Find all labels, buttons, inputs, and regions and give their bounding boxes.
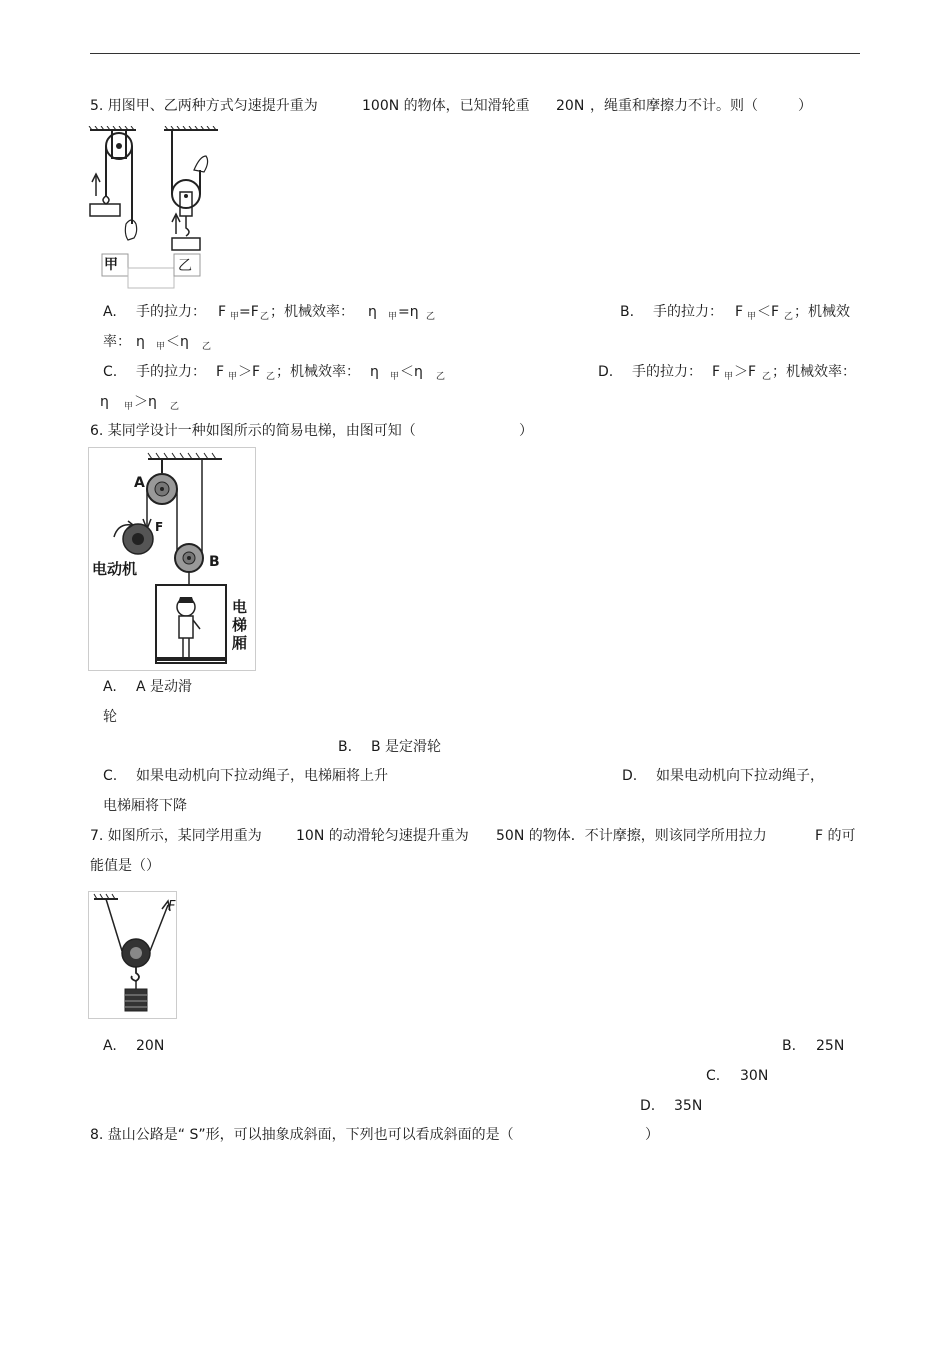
q5-option-b-sub4: 乙 [202, 342, 212, 352]
q5-option-d-eff: ；机械效率： [772, 364, 856, 380]
header-rule [90, 53, 860, 54]
q5-option-d-letter: D. [598, 364, 614, 380]
q6-option-d-letter: D. [622, 768, 638, 784]
q5-option-b-lt2: ＜η [166, 334, 189, 350]
q6-option-a-text: A 是动滑 [136, 679, 193, 695]
q5-stem-part5: ） [798, 98, 812, 114]
q7-option-d-letter: D. [640, 1098, 656, 1114]
q6-fig-label-F: F [155, 520, 164, 534]
q5-option-c-sub2: 乙 [266, 372, 276, 382]
q5-option-c-eff: ；机械效率： [276, 364, 360, 380]
q5-option-d-sub2: 乙 [762, 372, 772, 382]
q5-option-c-letter: C. [103, 364, 118, 380]
q7-option-d-text: 35N [674, 1098, 703, 1114]
q5-option-d-gt2: ＞η [134, 394, 157, 410]
q7-stem-part5: 能值是（） [90, 858, 160, 874]
q5-option-c-text: 手的拉力： [136, 364, 206, 380]
q6-option-b-text: B 是定滑轮 [371, 739, 442, 755]
q6-option-a-text-cont: 轮 [103, 709, 117, 725]
q7-pulley-figure [88, 891, 178, 1019]
q6-option-a-letter: A. [103, 679, 117, 695]
q5-option-c-F: F [216, 364, 225, 380]
q5-option-a-eff: ；机械效率： [270, 304, 354, 320]
q8-stem: 8. 盘山公路是“ S”形，可以抽象成斜面，下列也可以看成斜面的是（ [90, 1127, 514, 1143]
q5-option-a-sub1: 甲 [230, 312, 240, 322]
q7-stem-part3: 50N 的物体．不计摩擦，则该同学所用拉力 [496, 828, 767, 844]
q6-fig-label-car-2: 梯 [232, 616, 248, 634]
q7-option-a-letter: A. [103, 1038, 117, 1054]
q5-option-b-sub1: 甲 [747, 312, 757, 322]
q5-option-a-eq2: =η [398, 304, 419, 320]
q6-option-c-text: 如果电动机向下拉动绳子，电梯厢将上升 [136, 768, 388, 784]
q5-option-b-eff-cont: 率： [103, 334, 131, 350]
q5-option-a-sub4: 乙 [426, 312, 436, 322]
q5-option-d-gt: ＞F [734, 364, 757, 380]
q7-stem-part1: 7. 如图所示，某同学用重为 [90, 828, 262, 844]
q5-fig-label-jia: 甲 [104, 257, 118, 273]
q5-option-b-text: 手的拉力： [653, 304, 723, 320]
q5-option-a-sub2: 乙 [260, 312, 270, 322]
q6-option-c-letter: C. [103, 768, 118, 784]
q6-fig-label-car-1: 电 [232, 598, 248, 616]
q5-option-b-F: F [735, 304, 744, 320]
q5-option-c-sub4: 乙 [436, 372, 446, 382]
q6-fig-label-B: B [209, 554, 220, 570]
q5-option-c-lt: ＜η [400, 364, 423, 380]
q5-fig-label-yi: 乙 [178, 258, 192, 274]
q5-option-c-eta: η [370, 364, 379, 380]
q6-option-d-text-cont: 电梯厢将下降 [103, 798, 187, 814]
q5-option-b-eff: ；机械效 [794, 304, 850, 320]
q5-option-a-sub3: 甲 [388, 312, 398, 322]
q6-stem-close: ） [519, 423, 533, 439]
q5-option-a-letter: A. [103, 304, 117, 320]
q6-fig-label-motor: 电动机 [92, 560, 138, 578]
q7-stem-part2: 10N 的动滑轮匀速提升重为 [296, 828, 469, 844]
q5-option-b-lt: ＜F [757, 304, 780, 320]
q5-option-b-eta: η [136, 334, 145, 350]
q5-option-c-sub3: 甲 [390, 372, 400, 382]
q6-fig-label-A: A [134, 475, 145, 491]
q8-stem-close: ） [645, 1127, 659, 1143]
q5-option-a-F: F [218, 304, 227, 320]
q7-fig-label-F: F [168, 899, 176, 914]
q5-option-d-eta: η [100, 394, 109, 410]
q6-elevator-figure [88, 447, 256, 671]
q5-option-a-text: 手的拉力： [136, 304, 206, 320]
q7-option-b-text: 25N [816, 1038, 845, 1054]
q5-option-d-sub3: 甲 [124, 402, 134, 412]
q6-option-d-text: 如果电动机向下拉动绳子， [656, 768, 824, 784]
q5-option-c-sub1: 甲 [228, 372, 238, 382]
q5-stem-part1: 5. 用图甲、乙两种方式匀速提升重为 [90, 98, 318, 114]
q5-option-b-sub3: 甲 [156, 342, 166, 352]
q6-fig-label-car-3: 厢 [232, 634, 248, 652]
q5-option-d-F: F [712, 364, 721, 380]
q6-stem: 6. 某同学设计一种如图所示的简易电梯，由图可知（ [90, 423, 416, 439]
q5-option-d-sub1: 甲 [724, 372, 734, 382]
q5-stem-part4: ，绳重和摩擦力不计。则（ [590, 98, 758, 114]
q5-option-c-gt: ＞F [238, 364, 261, 380]
q7-option-b-letter: B. [782, 1038, 797, 1054]
q5-option-a-eq: =F [239, 304, 259, 320]
q7-stem-part4: F 的可 [815, 828, 856, 844]
q7-option-a-text: 20N [136, 1038, 165, 1054]
q5-option-a-eta: η [368, 304, 377, 320]
q6-option-b-letter: B. [338, 739, 353, 755]
q5-stem-part2: 100N 的物体，已知滑轮重 [362, 98, 530, 114]
q5-option-b-letter: B. [620, 304, 635, 320]
q7-option-c-letter: C. [706, 1068, 721, 1084]
q5-option-d-sub4: 乙 [170, 402, 180, 412]
q5-stem-part3: 20N [556, 98, 585, 114]
q5-option-b-sub2: 乙 [784, 312, 794, 322]
q5-option-d-text: 手的拉力： [632, 364, 702, 380]
q7-option-c-text: 30N [740, 1068, 769, 1084]
